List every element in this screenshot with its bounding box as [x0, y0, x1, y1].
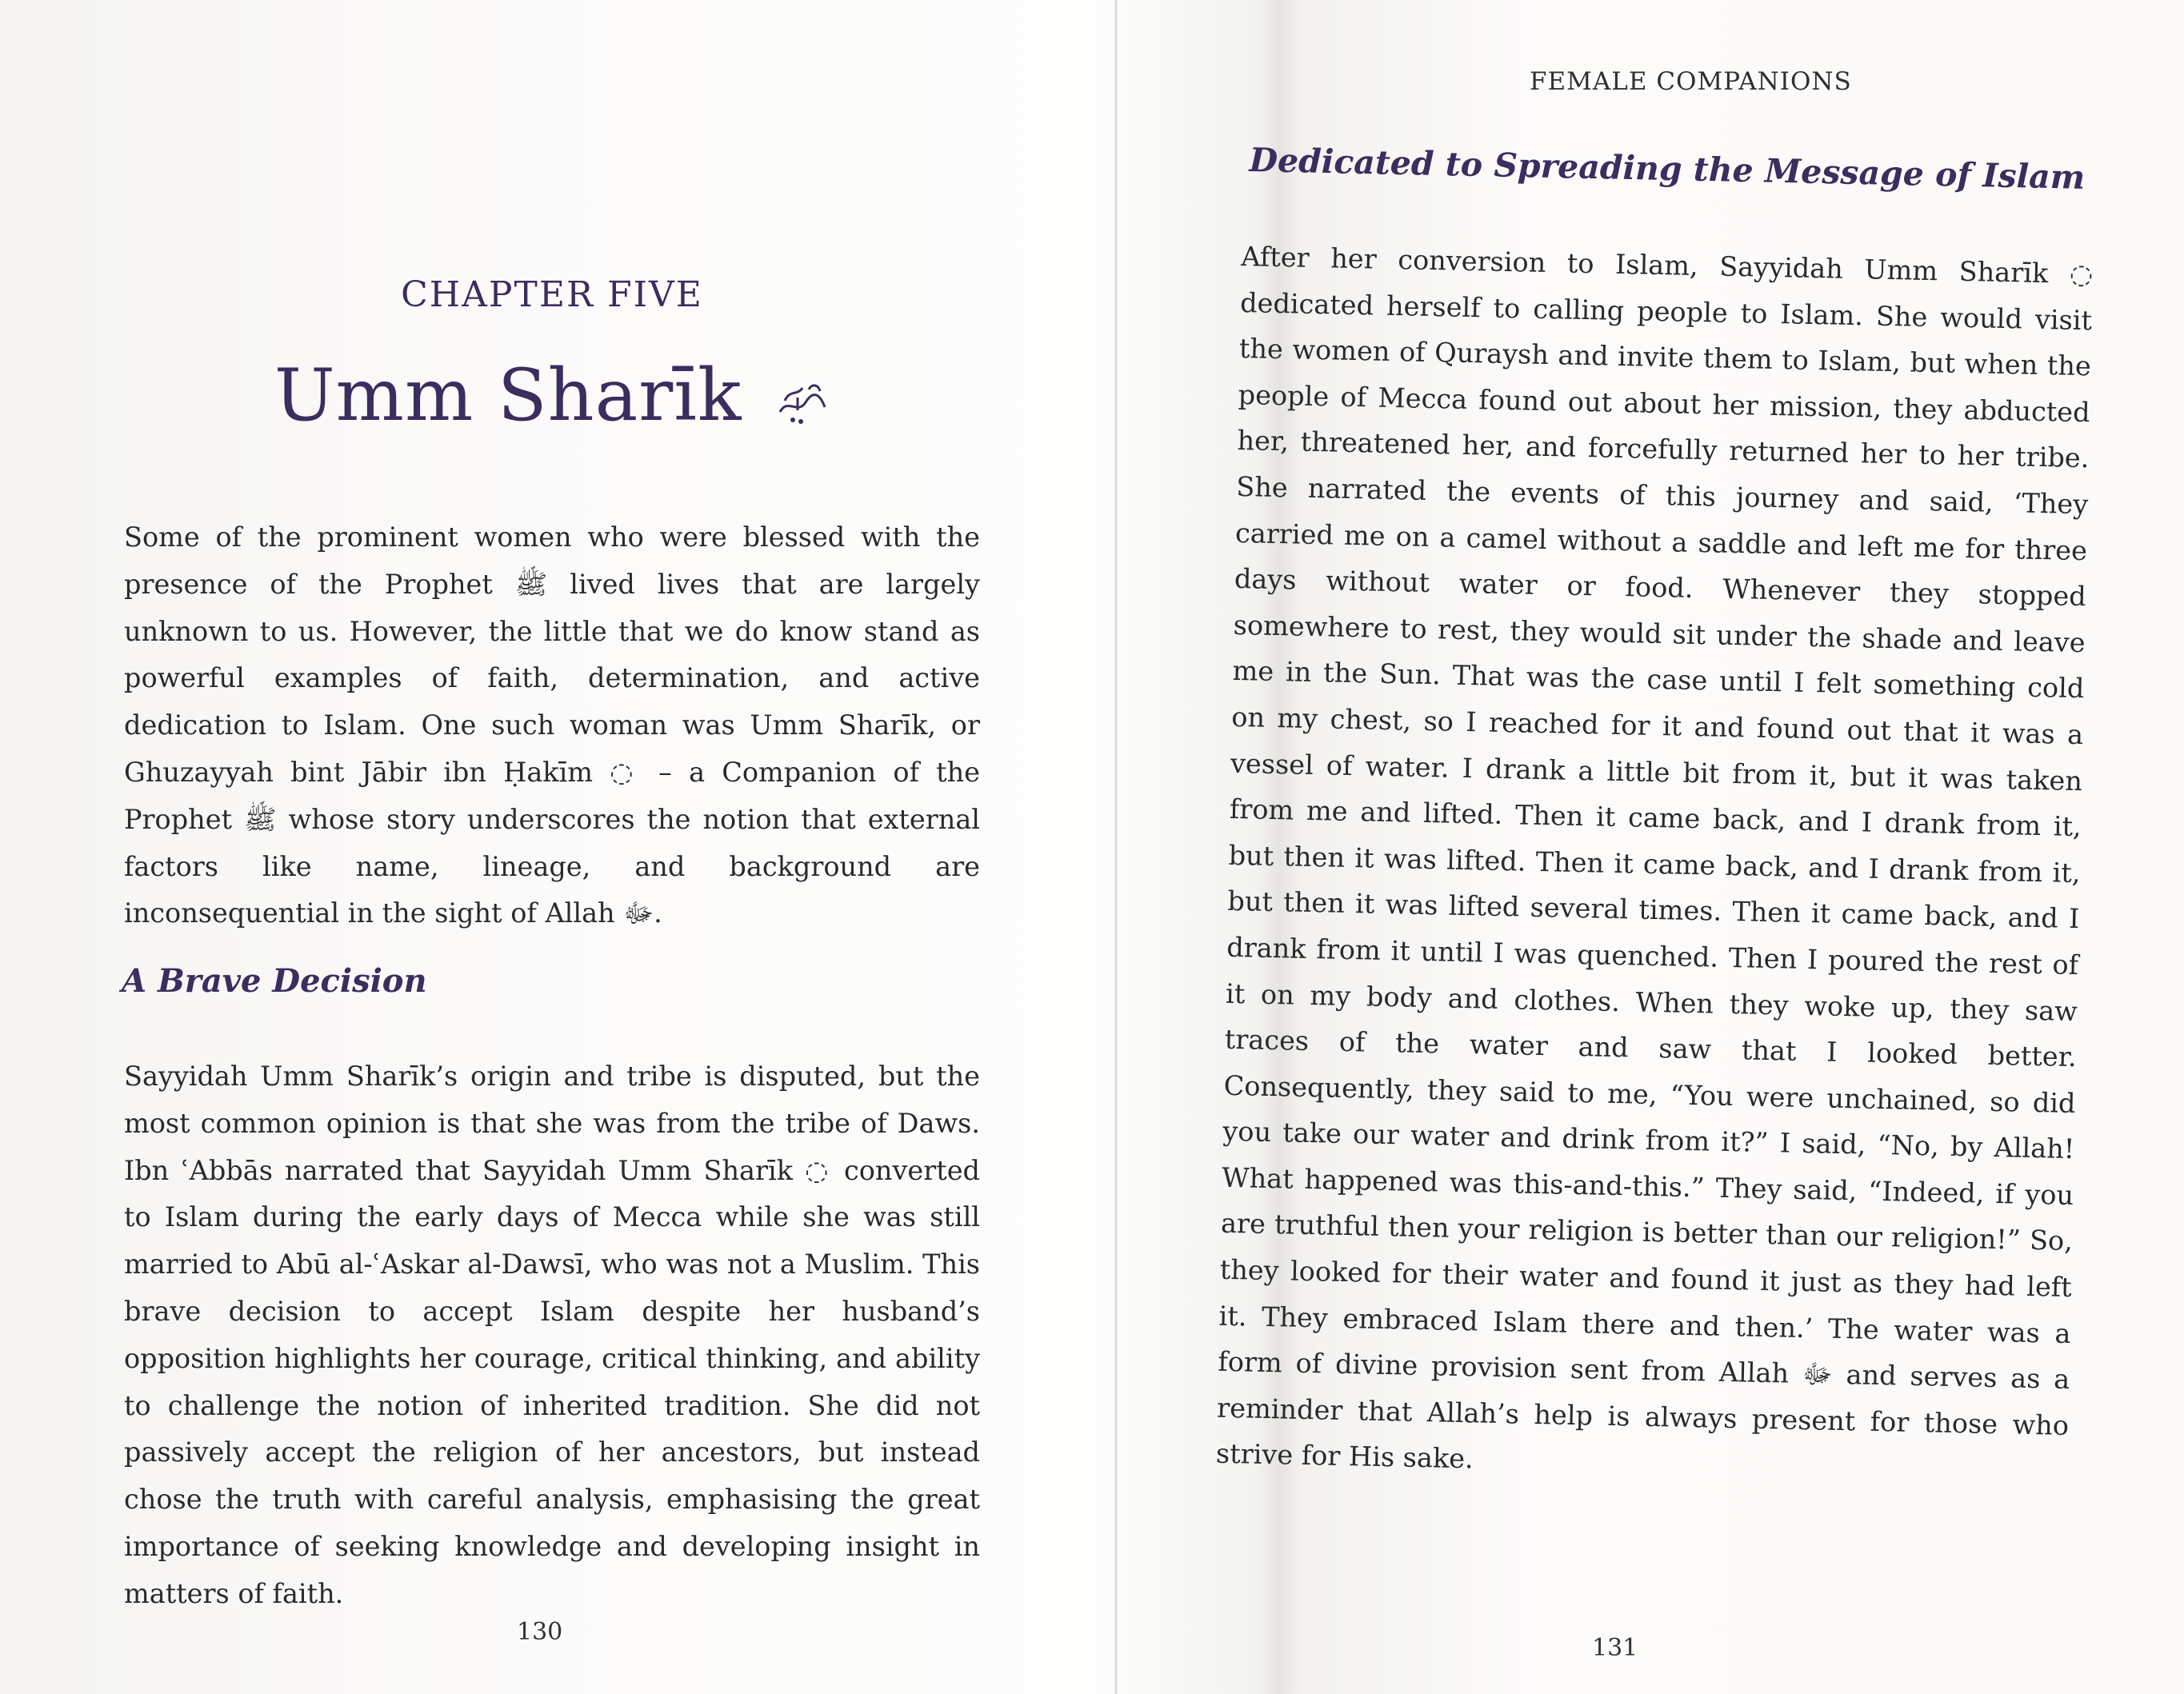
spreading-message-paragraph: After her conversion to Islam, Sayyidah Umm Sharīk ◌ dedicated herself to calling people to Islam. She would visit the women of Quraysh and invite them to Islam, but when the people of Mecca found out about her mission, they abducted her, threatened her, and forcefully returned her to her tribe. She narrated the events of this journey and said, ‘They carried me on a camel without a saddle and left me for three days without water or food. Whenever they stopped somewhere to rest, they would sit under the shade and leave me in the Sun. That was the case until I felt something cold on my chest, so I reached for it and found out that it was a vessel of water. I drank a little bit from it, but it was taken from me and lifted. Then it came back, and I drank from it, but then it was lifted. Then it came back, and I drank from it, but then it was lifted several times. Then it came back, and I drank from it until I was quenched. Then I poured the rest of it on my body and clothes. When they woke up, they saw traces of the water and saw that I looked better. Consequently, they said to me, “You were unchained, so did you take our water and drink from it?” I said, “No, by Allah! What happened was this-and-this.” They said, “Indeed, if you are truthful then your religion is better than our religion!” So, they looked for their water and found it just as they had left it. They embraced Islam there and then.’ The water was a form of divine provision sent from Allah ﷻ and serves as a reminder that Allah’s help is always present for those who strive for His sake. [1215, 240, 2094, 1475]
chapter-title [272, 354, 832, 437]
running-head: FEMALE COMPANIONS [1530, 67, 1852, 96]
honorific-calligraphy-icon [774, 374, 830, 429]
chapter-title-text: Umm Sharīk [274, 354, 742, 437]
intro-paragraph: Some of the prominent women who were blessed with the presence of the Prophet ﷺ lived lives that are largely unknown to us. However, the little that we do know stand as powerful examples of faith, determination, and active dedication to Islam. One such woman was Umm Sharīk, or Ghuzayyah bint Jābir ibn Ḥakīm ◌ – a Companion of the Prophet ﷺ whose story underscores the notion that external factors like name, lineage, and background are inconsequential in the sight of Allah ﷻ. [124, 521, 980, 929]
section-heading-spreading-message: Dedicated to Spreading the Message of Islam [1248, 141, 2086, 197]
chapter-label: CHAPTER FIVE [401, 274, 703, 315]
page-number-left: 130 [517, 1618, 563, 1646]
section-heading-brave-decision: A Brave Decision [122, 962, 427, 1000]
right-page [1118, 0, 2184, 1694]
page-number-right: 131 [1592, 1634, 1638, 1662]
brave-decision-paragraph: Sayyidah Umm Sharīk’s origin and tribe is disputed, but the most common opinion is that she was from the tribe of Daws. Ibn ʿAbbās narrated that Sayyidah Umm Sharīk ◌ converted to Islam during the early days of Mecca while she was still married to Abū al-ʿAskar al-Dawsī, who was not a Muslim. This brave decision to accept Islam despite her husband’s opposition highlights her courage, critical thinking, and ability to challenge the notion of inherited tradition. She did not passively accept the religion of her ancestors, but instead chose the truth with careful analysis, emphasising the great importance of seeking knowledge and developing insight in matters of faith. [124, 1061, 980, 1609]
